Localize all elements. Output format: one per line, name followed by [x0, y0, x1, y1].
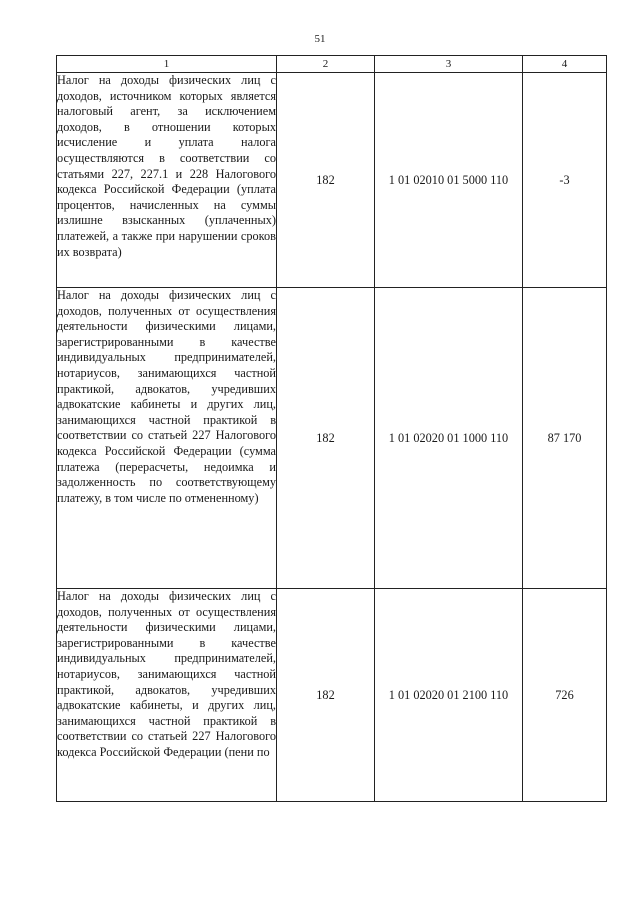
table-header-row — [57, 56, 607, 73]
admin-code: 182 — [277, 589, 375, 802]
table-row — [57, 73, 607, 288]
column-header-4: 4 — [523, 56, 607, 73]
budget-classification-code: 1 01 02020 01 2100 110 — [375, 589, 523, 802]
amount: -3 — [523, 73, 607, 288]
income-description: Налог на доходы физических лиц с доходов, полученных от осуществления деятельности физическими лицами, зарегистрированными в качестве индивидуальных предпринимателей, нотариусов, занимающихся частной практикой, адвокатов, учредивших адвокатские кабинеты, и других лиц, занимающихся частной практикой в соответствии со статьей 227 Налогового кодекса Российской Федерации (пени по — [57, 589, 277, 802]
page-number: 51 — [314, 33, 326, 45]
table-row — [57, 288, 607, 589]
table-row — [57, 589, 607, 802]
amount: 726 — [523, 589, 607, 802]
budget-classification-code: 1 01 02010 01 5000 110 — [375, 73, 523, 288]
revenue-table — [56, 55, 607, 802]
column-header-2: 2 — [277, 56, 375, 73]
budget-classification-code: 1 01 02020 01 1000 110 — [375, 288, 523, 589]
income-description: Налог на доходы физических лиц с доходов, полученных от осуществления деятельности физическими лицами, зарегистрированными в качестве индивидуальных предпринимателей, нотариусов, занимающихся частной практикой, адвокатов, учредивших адвокатские кабинеты и других лиц, занимающихся частной практикой в соответствии со статьей 227 Налогового кодекса Российской Федерации (сумма платежа (перерасчеты, недоимка и задолженность по соответствующему платежу, в том числе по отмененному) — [57, 288, 277, 589]
column-header-1: 1 — [57, 56, 277, 73]
amount: 87 170 — [523, 288, 607, 589]
admin-code: 182 — [277, 73, 375, 288]
admin-code: 182 — [277, 288, 375, 589]
column-header-3: 3 — [375, 56, 523, 73]
income-description: Налог на доходы физических лиц с доходов, источником которых является налоговый агент, за исключением доходов, в отношении которых исчисление и уплата налога осуществляются в соответствии со статьями 227, 227.1 и 228 Налогового кодекса Российской Федерации (уплата процентов, начисленных на суммы излишне взысканных (уплаченных) платежей, а также при нарушении сроков их возврата) — [57, 73, 277, 288]
